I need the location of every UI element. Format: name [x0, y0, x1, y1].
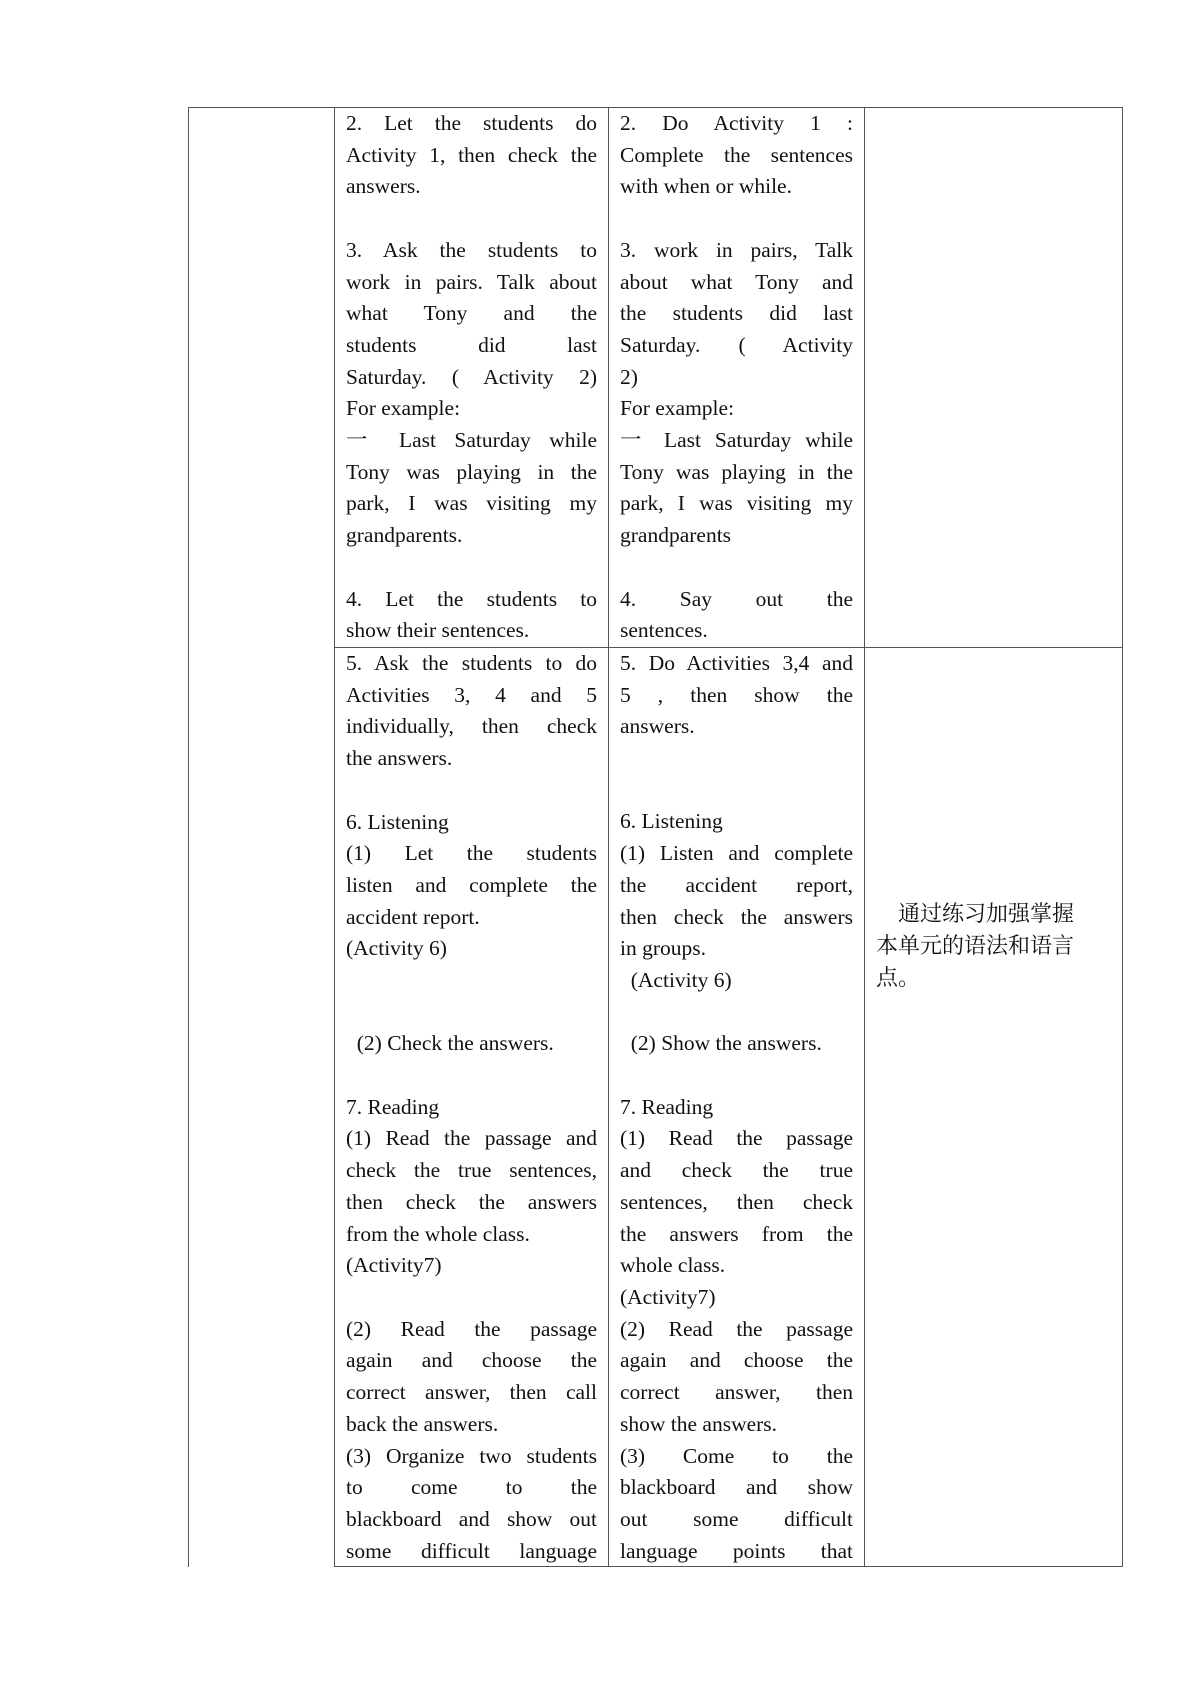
text-line: park, I was visiting my [346, 491, 597, 516]
text-line [620, 203, 853, 235]
column-border-4 [1122, 107, 1123, 1567]
text-line: For example: [620, 396, 735, 421]
text-line: answers. [620, 714, 695, 739]
text-line: listen and complete the [346, 872, 597, 897]
text-line: blackboard and show [620, 1475, 853, 1500]
text-line: (2) Check the answers. [346, 1031, 554, 1056]
text-line: 6. Listening [346, 809, 449, 834]
text-line: 2. Do Activity 1 : [620, 111, 853, 135]
text-line [346, 203, 597, 235]
text-line: Complete the sentences [620, 142, 853, 167]
text-line [620, 743, 853, 775]
text-line: Tony was playing in the [346, 459, 597, 484]
text-line: what Tony and the [346, 301, 597, 326]
text-line: some difficult language [346, 1538, 597, 1563]
purpose-line: 点。 [876, 966, 921, 991]
text-line: 7. Reading [346, 1094, 440, 1119]
student-activity-cell-bottom [620, 648, 853, 1567]
text-line: work in pairs. Talk about [346, 269, 597, 294]
text-line: and check the true [620, 1158, 853, 1183]
text-line: (2) Show the answers. [620, 1031, 822, 1056]
purpose-line: 通过练习加强掌握 [876, 902, 1075, 927]
text-line: with when or while. [620, 174, 792, 199]
text-line: in groups. [620, 936, 706, 961]
text-line: (2) Read the passage [620, 1316, 853, 1341]
text-line: answers. [346, 174, 421, 199]
text-line: the answers. [346, 746, 453, 771]
text-line: (Activity7) [620, 1285, 716, 1309]
text-line [620, 1060, 853, 1092]
text-line: 5 , then show the [620, 682, 853, 707]
text-line [346, 997, 597, 1029]
text-line: blackboard and show out [346, 1506, 597, 1531]
text-line: show the answers. [620, 1411, 778, 1436]
column-border-1 [334, 107, 335, 1567]
text-line: again and choose the [620, 1348, 853, 1373]
text-line: sentences. [620, 618, 708, 643]
text-line: park, I was visiting my [620, 491, 853, 516]
teacher-activity-cell-top [346, 108, 597, 647]
purpose-line: 本单元的语法和语言 [876, 934, 1075, 959]
text-line: whole class. [620, 1253, 726, 1278]
text-line: out some difficult [620, 1506, 853, 1531]
text-line: sentences, then check [620, 1189, 853, 1214]
text-line: then check the answers [346, 1189, 597, 1214]
column-border-3 [864, 107, 865, 1567]
text-line: 2) [620, 364, 638, 389]
student-activity-cell-top [620, 108, 853, 647]
text-line: (Activity7) [346, 1253, 442, 1278]
text-line: correct answer, then [620, 1380, 853, 1405]
text-line: students did last [346, 332, 597, 357]
text-line: 4. Let the students to [346, 586, 597, 611]
column-border-2 [608, 107, 609, 1567]
text-line: show their sentences. [346, 618, 530, 643]
text-line: 5. Do Activities 3,4 and [620, 651, 853, 675]
text-line: to come to the [346, 1475, 597, 1500]
text-line: from the whole class. [346, 1221, 530, 1246]
text-line: 一 Last Saturday while [620, 428, 853, 453]
text-line [620, 997, 853, 1029]
text-line: (2) Read the passage [346, 1316, 597, 1341]
text-line [620, 552, 853, 584]
text-line [346, 1060, 597, 1092]
text-line: 2. Let the students do [346, 111, 597, 135]
text-line: the accident report, [620, 872, 853, 897]
text-line: (Activity 6) [346, 936, 447, 961]
text-line: Tony was playing in the [620, 459, 853, 484]
text-line: correct answer, then call [346, 1380, 597, 1405]
text-line: Activities 3, 4 and 5 [346, 682, 597, 707]
text-line [346, 965, 597, 997]
text-line [346, 775, 597, 807]
text-line: 3. Ask the students to [346, 237, 597, 262]
text-line: Activity 1, then check the [346, 142, 597, 167]
text-line: accident report. [346, 904, 480, 929]
text-line: grandparents. [346, 523, 463, 548]
text-line: Saturday. ( Activity [620, 332, 853, 357]
text-line: back the answers. [346, 1411, 499, 1436]
column-border-0 [188, 107, 189, 1567]
text-line: grandparents [620, 523, 732, 548]
text-line: (3) Come to the [620, 1443, 853, 1468]
teacher-activity-cell-bottom [346, 648, 597, 1567]
text-line: check the true sentences, [346, 1158, 597, 1183]
text-line: (1) Read the passage [620, 1126, 853, 1151]
text-line: language points that [620, 1538, 853, 1563]
text-line: the answers from the [620, 1221, 853, 1246]
text-line: 5. Ask the students to do [346, 651, 597, 675]
text-line [346, 552, 597, 584]
text-line: (3) Organize two students [346, 1443, 597, 1468]
text-line: the students did last [620, 301, 853, 326]
text-line: again and choose the [346, 1348, 597, 1373]
text-line: (Activity 6) [620, 968, 732, 992]
text-line: (1) Let the students [346, 841, 597, 866]
text-line: then check the answers [620, 904, 853, 929]
text-line [346, 1282, 597, 1314]
text-line: (1) Read the passage and [346, 1126, 597, 1151]
text-line: 3. work in pairs, Talk [620, 237, 853, 262]
text-line: about what Tony and [620, 269, 853, 294]
text-line: 6. Listening [620, 809, 723, 834]
text-line: individually, then check [346, 714, 597, 739]
text-line: 4. Say out the [620, 586, 853, 611]
text-line: (1) Listen and complete [620, 841, 853, 866]
text-line: 7. Reading [620, 1094, 714, 1119]
text-line: Saturday. ( Activity 2) [346, 364, 597, 389]
purpose-cell-bottom [876, 899, 1111, 995]
text-line: 一 Last Saturday while [346, 428, 597, 453]
text-line: For example: [346, 396, 461, 421]
text-line [620, 775, 853, 807]
